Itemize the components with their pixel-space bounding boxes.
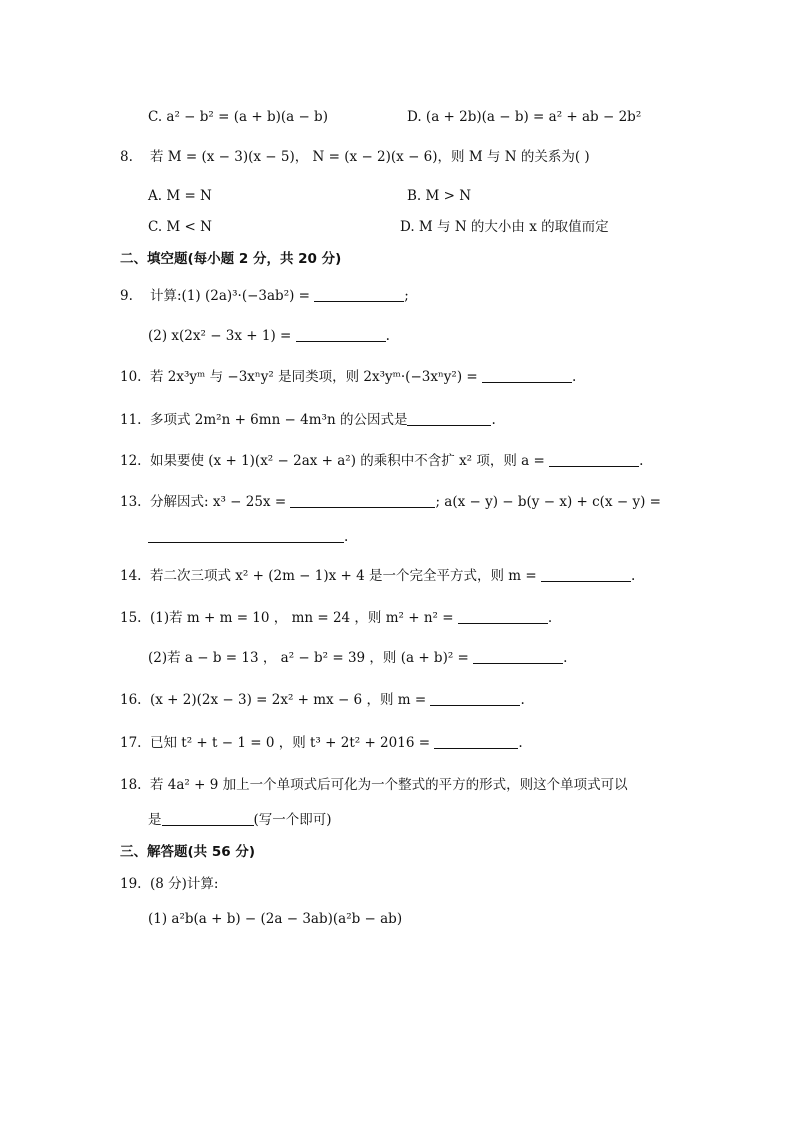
question-text: 已知 t² + t − 1 = 0 ，则 t³ + 2t² + 2016 =	[150, 735, 431, 751]
question-number: 17.	[120, 735, 142, 751]
question-9-part-2: (2) x(2x² − 3x + 1) = .	[148, 328, 390, 344]
question-text: 如果要使 (x + 1)(x² − 2ax + a²) 的乘积中不含扩 x² 项，则 a =	[150, 453, 545, 469]
question-17: 17. 已知 t² + t − 1 = 0 ，则 t³ + 2t² + 2016 = .	[120, 735, 523, 751]
question-text: 若二次三项式 x² + (2m − 1)x + 4 是一个完全平方式，则 m =	[150, 568, 537, 584]
question-18-continued	[148, 810, 332, 830]
question-number: 9.	[120, 288, 133, 304]
question-text: (1)若 m + m = 10 ， mn = 24 ，则 m² + n² =	[150, 610, 454, 626]
question-9: 9. 计算:(1) (2a)³·(−3ab²) = ;	[120, 288, 409, 304]
question-15-part-2: (2)若 a − b = 13 ， a² − b² = 39 ，则 (a + b)² = .	[148, 650, 568, 666]
question-8	[120, 147, 590, 167]
question-note: (写一个即可)	[253, 812, 332, 828]
q8-option-c: C. M < N	[148, 219, 212, 235]
answer-blank[interactable]	[430, 691, 520, 706]
question-number: 19.	[120, 876, 142, 892]
question-text: 若 M = (x − 3)(x − 5)， N = (x − 2)(x − 6)，则 M 与 N 的关系为( )	[150, 149, 590, 165]
answer-blank[interactable]	[482, 368, 572, 383]
answer-blank[interactable]	[434, 734, 518, 749]
answer-blank[interactable]	[549, 452, 639, 467]
question-19-part-1: (1) a²b(a + b) − (2a − 3ab)(a²b − ab)	[148, 911, 403, 927]
question-14: 14. 若二次三项式 x² + (2m − 1)x + 4 是一个完全平方式，则 m = .	[120, 568, 636, 584]
q8-option-d: D. M 与 N 的大小由 x 的取值而定	[400, 219, 609, 235]
question-text: 多项式 2m²n + 6mn − 4m³n 的公因式是	[150, 412, 408, 428]
question-11: 11. 多项式 2m²n + 6mn − 4m³n 的公因式是 .	[120, 412, 496, 428]
section-solve-title: 三、解答题(共 56 分)	[120, 844, 256, 860]
question-text: 计算:(1) (2a)³·(−3ab²) =	[150, 288, 310, 304]
question-15: 15. (1)若 m + m = 10 ， mn = 24 ，则 m² + n² = .	[120, 610, 553, 626]
answer-blank[interactable]	[148, 528, 344, 543]
question-text-2: ; a(x − y) − b(y − x) + c(x − y) =	[435, 494, 661, 510]
answer-blank[interactable]	[162, 811, 254, 826]
question-text: (2) x(2x² − 3x + 1) =	[148, 328, 292, 344]
question-text: 是	[148, 812, 162, 828]
q7-option-d: D. (a + 2b)(a − b) = a² + ab − 2b²	[407, 109, 642, 125]
question-number: 18.	[120, 777, 142, 793]
question-number: 16.	[120, 692, 142, 708]
question-13-continued: .	[148, 527, 348, 547]
question-text: 若 2x³yᵐ 与 −3xⁿy² 是同类项，则 2x³yᵐ·(−3xⁿy²) =	[150, 369, 478, 385]
question-text: (8 分)计算:	[150, 876, 219, 892]
question-text: 若 4a² + 9 加上一个单项式后可化为一个整式的平方的形式，则这个单项式可以	[150, 777, 628, 793]
question-number: 12.	[120, 453, 142, 469]
question-text: (x + 2)(2x − 3) = 2x² + mx − 6 ，则 m =	[150, 692, 427, 708]
answer-blank[interactable]	[541, 567, 631, 582]
question-18	[120, 775, 628, 795]
answer-blank[interactable]	[473, 649, 563, 664]
question-number: 15.	[120, 610, 142, 626]
q7-option-c: C. a² − b² = (a + b)(a − b)	[148, 109, 328, 125]
question-16: 16. (x + 2)(2x − 3) = 2x² + mx − 6 ，则 m = .	[120, 692, 525, 708]
answer-blank[interactable]	[407, 411, 491, 426]
answer-blank[interactable]	[296, 327, 386, 342]
question-number: 10.	[120, 369, 142, 385]
question-number: 11.	[120, 412, 142, 428]
question-number: 8.	[120, 149, 133, 165]
answer-blank[interactable]	[458, 609, 548, 624]
question-text: 分解因式: x³ − 25x =	[150, 494, 287, 510]
question-13	[120, 492, 661, 512]
question-number: 13.	[120, 494, 142, 510]
section-fill-in-title: 二、填空题(每小题 2 分，共 20 分)	[120, 251, 342, 267]
question-number: 14.	[120, 568, 142, 584]
q8-option-b: B. M > N	[407, 188, 472, 204]
answer-blank[interactable]	[290, 493, 435, 508]
question-12: 12. 如果要使 (x + 1)(x² − 2ax + a²) 的乘积中不含扩 x² 项，则 a = .	[120, 453, 644, 469]
question-19	[120, 874, 218, 894]
question-text: (2)若 a − b = 13 ， a² − b² = 39 ，则 (a + b)² =	[148, 650, 469, 666]
q8-option-a: A. M = N	[148, 188, 212, 204]
answer-blank[interactable]	[314, 287, 404, 302]
question-10: 10. 若 2x³yᵐ 与 −3xⁿy² 是同类项，则 2x³yᵐ·(−3xⁿy²) = .	[120, 369, 577, 385]
